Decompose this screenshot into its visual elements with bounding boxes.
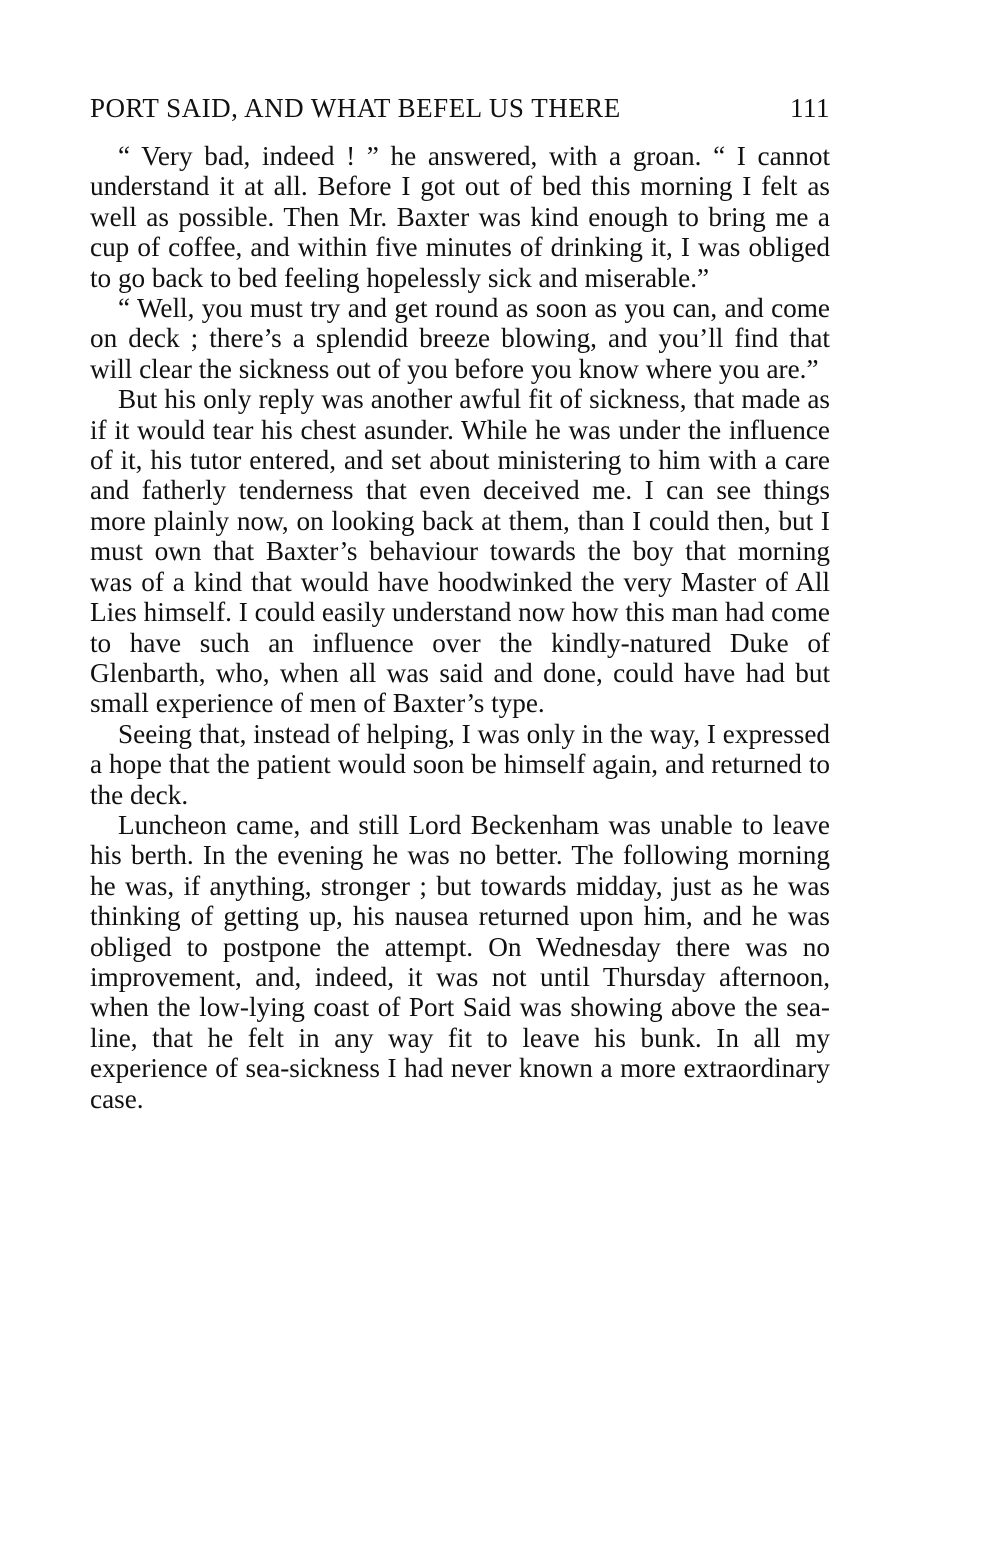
running-head [90,86,830,130]
body-text [90,141,830,1114]
paragraph: But his only reply was another awful fit of sickness, that made as if it would tear his chest asunder. While he was under the influence of it, his tutor entered, and set about ministering to him with a care and fatherly tenderness that even deceived me. I can see things more plainly now, on looking back at them, than I could then, but I must own that Baxter’s behaviour towards the boy that morning was of a kind that would have hoodwinked the very Master of All Lies himself. I could easily understand now how this man had come to have such an influence over the kindly-natured Duke of Glenbarth, who, when all was said and done, could have had but small experience of men of Baxter’s type. [90,384,830,719]
paragraph: Seeing that, instead of helping, I was only in the way, I expressed a hope that the patient would soon be himself again, and returned to the deck. [90,718,830,810]
paragraph: Luncheon came, and still Lord Beckenham was unable to leave his berth. In the evening he was no better. The following morning he was, if anything, stronger ; but towards midday, just as he was thinking of getting up, his nausea returned upon him, and he was obliged to postpone the attempt. On Wednesday there was no improvement, and, indeed, it was not until Thursday afternoon, when the low-lying coast of Port Said was showing above the sea-line, that he felt in any way fit to leave his bunk. In all my experience of sea-sickness I had never known a more extraordinary case. [90,809,830,1114]
running-title: PORT SAID, AND WHAT BEFEL US THERE [90,93,621,123]
paragraph: “ Well, you must try and get round as soon as you can, and come on deck ; there’s a splendid breeze blowing, and you’ll find that will clear the sickness out of you before you know where you are.” [90,293,830,384]
paragraph: “ Very bad, indeed ! ” he answered, with a groan. “ I cannot understand it at all. Before I got out of bed this morning I felt as well as possible. Then Mr. Baxter was kind enough to bring me a cup of coffee, and within five minutes of drinking it, I was obliged to go back to bed feeling hopelessly sick and miserable.” [90,141,830,293]
page-number: 111 [790,93,830,123]
book-page [90,86,830,1114]
